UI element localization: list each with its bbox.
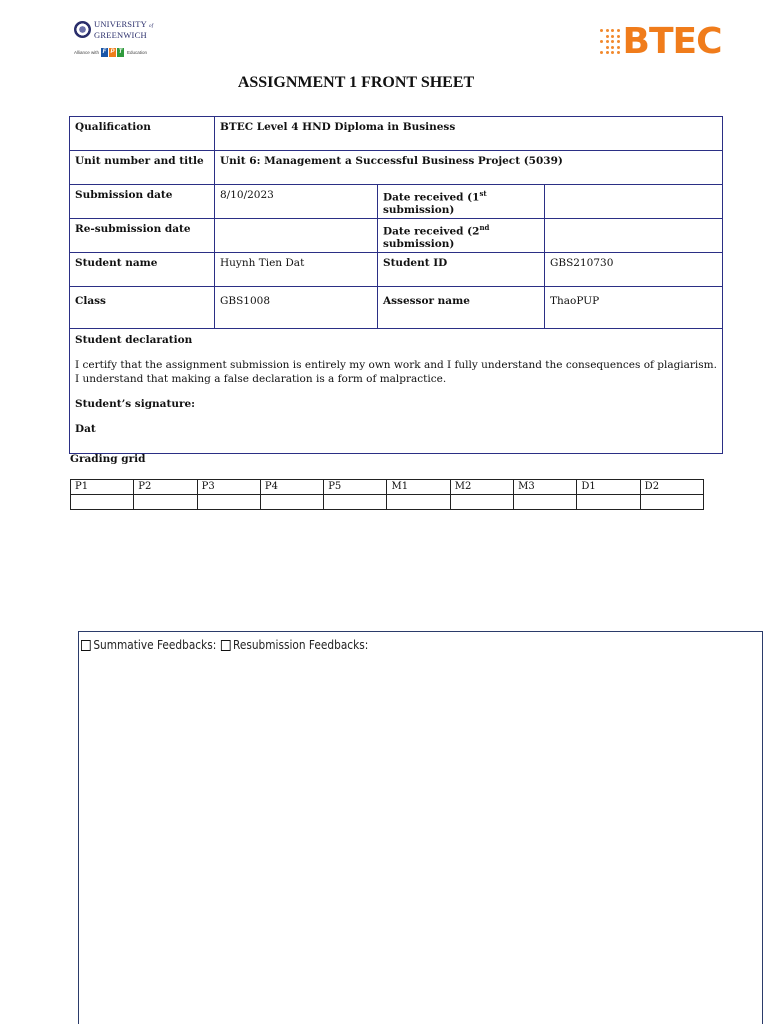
university-of-greenwich-logo <box>74 20 174 64</box>
date-received-first-value <box>545 185 723 219</box>
btec-dots-icon <box>600 25 621 59</box>
unit-value: Unit 6: Management a Successful Business Project (5039) <box>215 151 723 185</box>
qualification-value: BTEC Level 4 HND Diploma in Business <box>215 117 723 151</box>
grade-cell-p4 <box>260 495 323 510</box>
submission-date-value: 8/10/2023 <box>215 185 378 219</box>
class-label: Class <box>70 287 215 329</box>
feedback-box <box>78 631 763 1024</box>
grading-header-row <box>71 480 704 495</box>
resubmission-date-row <box>70 219 723 253</box>
university-crest-icon <box>74 21 91 38</box>
grade-header-m2: M2 <box>450 480 513 495</box>
grade-cell-p1 <box>71 495 134 510</box>
submission-date-label: Submission date <box>70 185 215 219</box>
grade-cell-p5 <box>324 495 387 510</box>
grade-cell-m1 <box>387 495 450 510</box>
declaration-row <box>70 329 723 454</box>
grade-header-d2: D2 <box>640 480 703 495</box>
grade-header-p2: P2 <box>134 480 197 495</box>
front-sheet-table <box>69 116 723 454</box>
grade-cell-p2 <box>134 495 197 510</box>
qualification-label: Qualification <box>70 117 215 151</box>
feedback-header <box>81 638 368 652</box>
signature-value: Dat <box>75 423 96 435</box>
date-received-first-label: Date received (1st submission) <box>378 185 545 219</box>
university-wordmark: UNIVERSITY of GREENWICH <box>94 19 154 40</box>
qualification-row <box>70 117 723 151</box>
resubmission-checkbox[interactable] <box>221 640 231 651</box>
grade-cell-d1 <box>577 495 640 510</box>
page-title: ASSIGNMENT 1 FRONT SHEET <box>237 74 475 91</box>
declaration-text: I certify that the assignment submission is entirely my own work and I fully understand the consequences of plagiarism. I understand that making a false declaration is a form of malpractice. <box>75 359 717 385</box>
grade-header-p5: P5 <box>324 480 387 495</box>
grade-header-p1: P1 <box>71 480 134 495</box>
student-id-value: GBS210730 <box>545 253 723 287</box>
assessor-name-label: Assessor name <box>378 287 545 329</box>
grade-cell-p3 <box>197 495 260 510</box>
assessor-name-value: ThaoPUP <box>545 287 723 329</box>
resubmission-feedback-label: Resubmission Feedbacks: <box>233 638 369 652</box>
grade-cell-d2 <box>640 495 703 510</box>
class-row <box>70 287 723 329</box>
date-received-second-label: Date received (2nd submission) <box>378 219 545 253</box>
summative-checkbox[interactable] <box>81 640 91 651</box>
unit-row <box>70 151 723 185</box>
grade-cell-m2 <box>450 495 513 510</box>
grading-value-row <box>71 495 704 510</box>
fpt-logo: F P T <box>102 49 123 55</box>
summative-feedback-label: Summative Feedbacks: <box>93 638 217 652</box>
student-name-value: Huynh Tien Dat <box>215 253 378 287</box>
unit-label: Unit number and title <box>70 151 215 185</box>
class-value: GBS1008 <box>215 287 378 329</box>
grade-header-p3: P3 <box>197 480 260 495</box>
student-id-label: Student ID <box>378 253 545 287</box>
resubmission-date-value <box>215 219 378 253</box>
student-name-label: Student name <box>70 253 215 287</box>
resubmission-date-label: Re-submission date <box>70 219 215 253</box>
grade-header-d1: D1 <box>577 480 640 495</box>
grading-grid-table <box>70 479 704 510</box>
student-declaration <box>70 329 723 454</box>
declaration-heading: Student declaration <box>75 334 193 346</box>
signature-label: Student’s signature: <box>75 398 196 410</box>
grading-grid-label: Grading grid <box>70 453 146 465</box>
grade-header-p4: P4 <box>260 480 323 495</box>
fpt-alliance-line: Alliance with F P T Education <box>74 49 148 55</box>
btec-logo <box>600 20 720 64</box>
student-name-row <box>70 253 723 287</box>
grade-header-m1: M1 <box>387 480 450 495</box>
grade-header-m3: M3 <box>514 480 577 495</box>
btec-wordmark: BTEC <box>622 21 722 62</box>
submission-date-row <box>70 185 723 219</box>
date-received-second-value <box>545 219 723 253</box>
grade-cell-m3 <box>514 495 577 510</box>
